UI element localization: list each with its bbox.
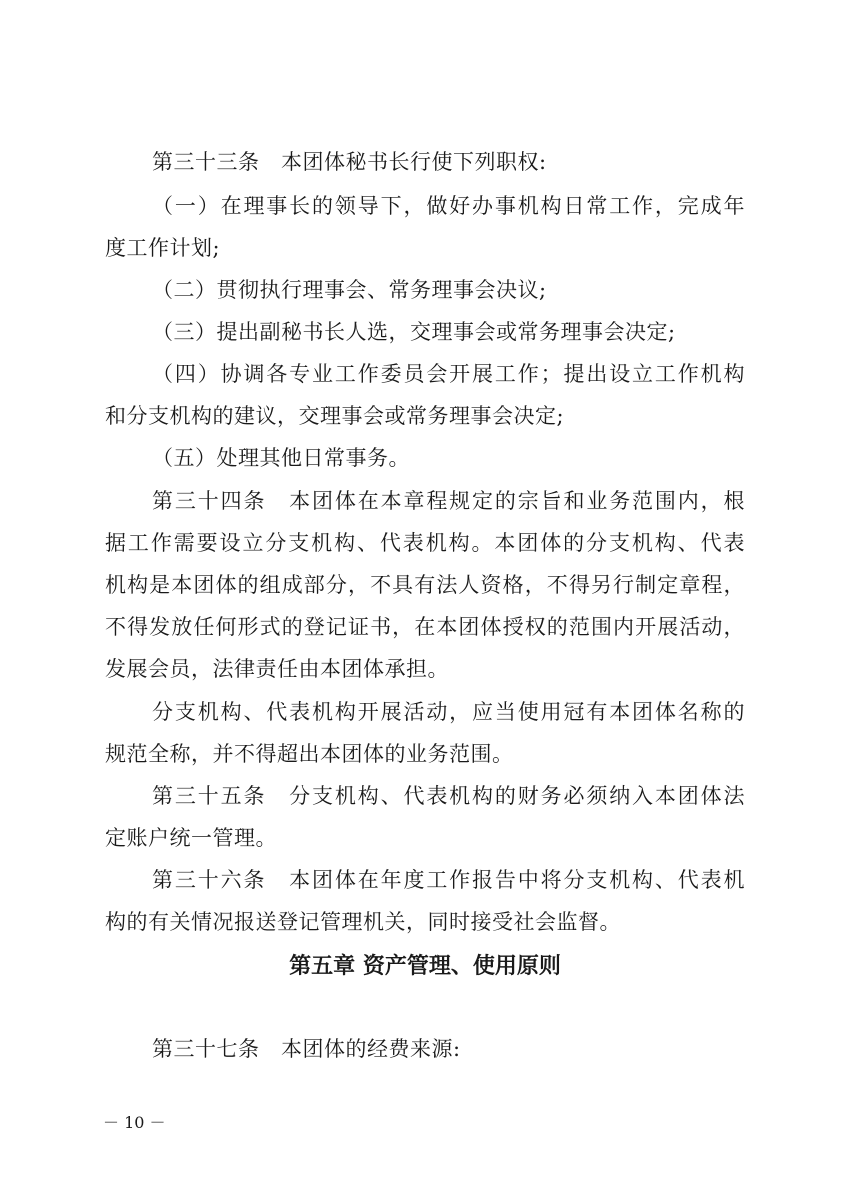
article-33-item-3: （三）提出副秘书长人选，交理事会或常务理事会决定;: [152, 320, 676, 344]
article-36-line-2: 构的有关情况报送登记管理机关，同时接受社会监督。: [105, 910, 621, 934]
article-33-item-1-cont: 度工作计划;: [105, 236, 221, 260]
article-34-para2-line-1: 分支机构、代表机构开展活动，应当使用冠有本团体名称的: [152, 700, 745, 724]
article-34-line-3: 机构是本团体的组成部分，不具有法人资格，不得另行制定章程，: [105, 573, 745, 597]
article-35-line-2: 定账户统一管理。: [105, 826, 277, 850]
article-34-line-4: 不得发放任何形式的登记证书，在本团体授权的范围内开展活动，: [105, 615, 745, 639]
article-33-title: 第三十三条 本团体秘书长行使下列职权:: [152, 150, 547, 174]
article-33-item-4: （四）协调各专业工作委员会开展工作；提出设立工作机构: [152, 362, 745, 386]
page-number: － 10 －: [103, 1113, 166, 1132]
article-33-item-4-cont: 和分支机构的建议，交理事会或常务理事会决定;: [105, 404, 565, 428]
article-36-line-1: 第三十六条 本团体在年度工作报告中将分支机构、代表机: [152, 868, 745, 892]
article-33-item-1: （一）在理事长的领导下，做好办事机构日常工作，完成年: [152, 194, 745, 218]
article-34-line-1: 第三十四条 本团体在本章程规定的宗旨和业务范围内，根: [152, 489, 745, 513]
article-33-item-5: （五）处理其他日常事务。: [152, 446, 410, 470]
chapter-heading: 第五章 资产管理、使用原则: [289, 954, 561, 979]
article-34-line-2: 据工作需要设立分支机构、代表机构。本团体的分支机构、代表: [105, 531, 745, 555]
article-33-item-2: （二）贯彻执行理事会、常务理事会决议;: [152, 278, 547, 302]
article-35-line-1: 第三十五条 分支机构、代表机构的财务必须纳入本团体法: [152, 784, 745, 808]
article-34-para2-line-2: 规范全称，并不得超出本团体的业务范围。: [105, 742, 514, 766]
article-37-title: 第三十七条 本团体的经费来源:: [152, 1037, 461, 1061]
article-34-line-5: 发展会员，法律责任由本团体承担。: [105, 657, 449, 681]
